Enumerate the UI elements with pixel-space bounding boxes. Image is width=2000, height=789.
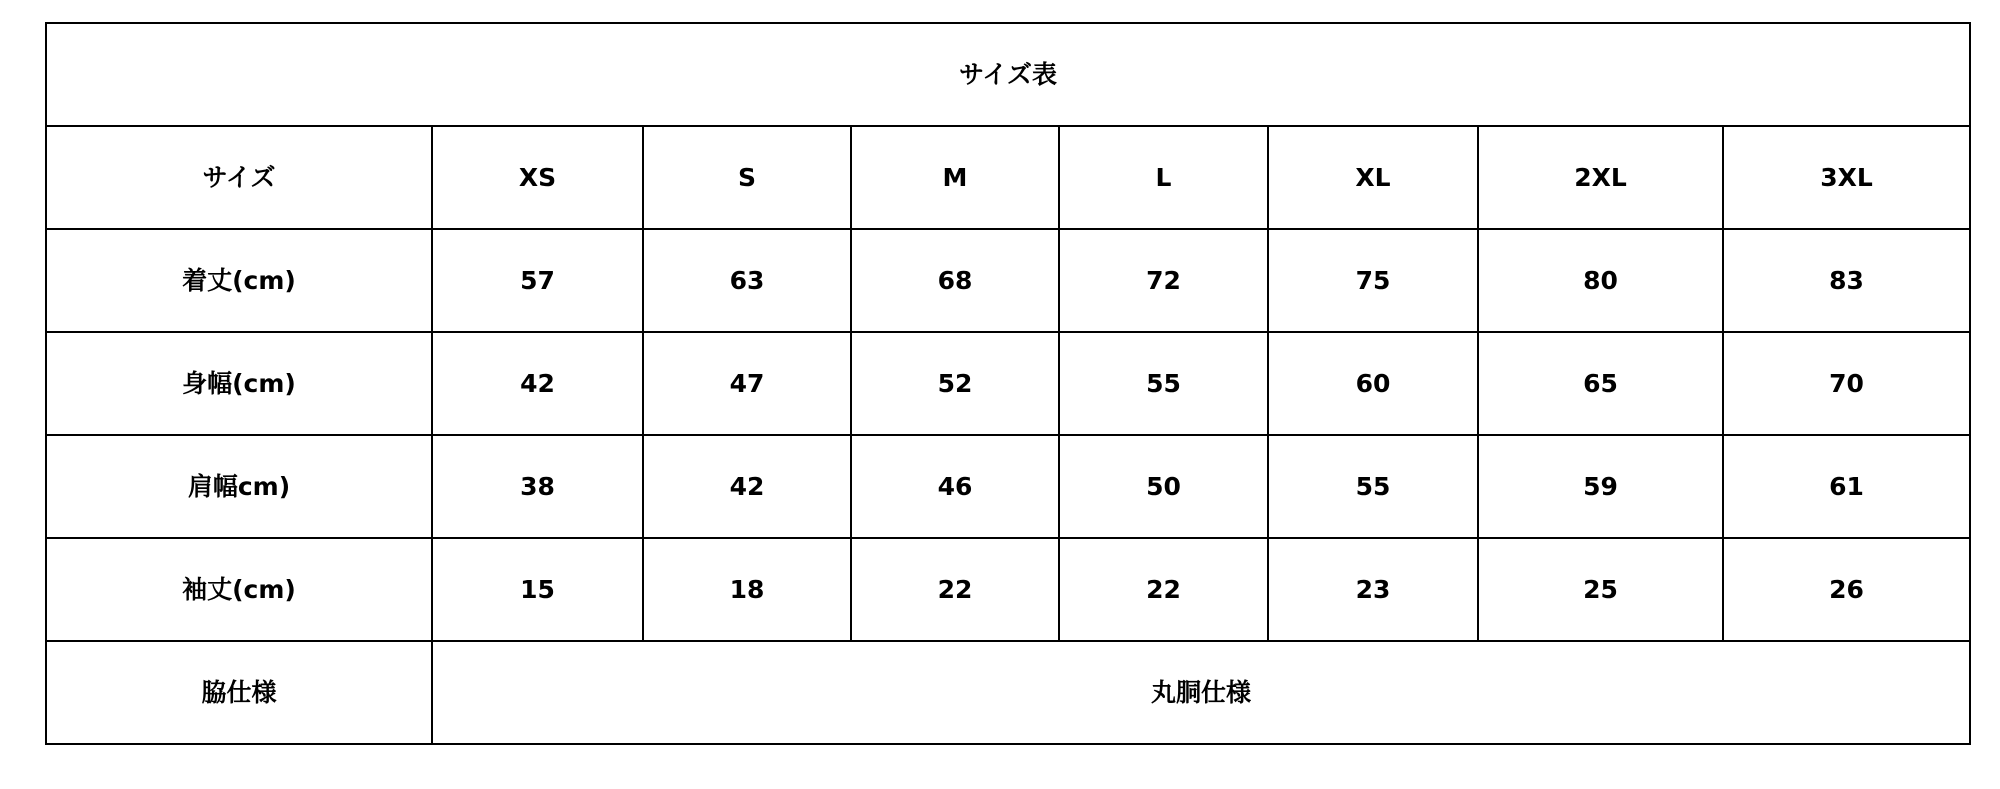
size-header-label: サイズ — [46, 126, 432, 229]
table-cell: 60 — [1268, 332, 1478, 435]
table-cell: 42 — [643, 435, 851, 538]
row-label: 着丈(cm) — [46, 229, 432, 332]
table-cell: 70 — [1723, 332, 1970, 435]
table-cell: 55 — [1268, 435, 1478, 538]
size-header-cell: M — [851, 126, 1059, 229]
table-cell: 61 — [1723, 435, 1970, 538]
table-title: サイズ表 — [46, 23, 1970, 126]
table-cell: 63 — [643, 229, 851, 332]
table-cell: 22 — [851, 538, 1059, 641]
table-cell: 52 — [851, 332, 1059, 435]
table-cell: 47 — [643, 332, 851, 435]
size-table — [45, 22, 1971, 745]
table-row — [46, 229, 1970, 332]
size-header-cell: XS — [432, 126, 643, 229]
footer-row — [46, 641, 1970, 744]
table-cell: 22 — [1059, 538, 1268, 641]
table-cell: 59 — [1478, 435, 1723, 538]
table-row — [46, 332, 1970, 435]
row-label: 肩幅cm) — [46, 435, 432, 538]
table-cell: 50 — [1059, 435, 1268, 538]
table-cell: 38 — [432, 435, 643, 538]
row-label: 袖丈(cm) — [46, 538, 432, 641]
footer-label: 脇仕様 — [46, 641, 432, 744]
table-cell: 46 — [851, 435, 1059, 538]
title-row — [46, 23, 1970, 126]
footer-value: 丸胴仕様 — [432, 641, 1970, 744]
table-cell: 65 — [1478, 332, 1723, 435]
table-cell: 55 — [1059, 332, 1268, 435]
table-cell: 26 — [1723, 538, 1970, 641]
table-cell: 25 — [1478, 538, 1723, 641]
size-header-cell: L — [1059, 126, 1268, 229]
table-cell: 42 — [432, 332, 643, 435]
row-label: 身幅(cm) — [46, 332, 432, 435]
table-cell: 83 — [1723, 229, 1970, 332]
table-cell: 57 — [432, 229, 643, 332]
table-cell: 18 — [643, 538, 851, 641]
table-cell: 68 — [851, 229, 1059, 332]
table-cell: 80 — [1478, 229, 1723, 332]
size-header-cell: XL — [1268, 126, 1478, 229]
table-row — [46, 538, 1970, 641]
size-header-cell: 3XL — [1723, 126, 1970, 229]
table-cell: 72 — [1059, 229, 1268, 332]
table-cell: 75 — [1268, 229, 1478, 332]
table-row — [46, 435, 1970, 538]
size-header-cell: 2XL — [1478, 126, 1723, 229]
table-cell: 23 — [1268, 538, 1478, 641]
size-header-cell: S — [643, 126, 851, 229]
table-cell: 15 — [432, 538, 643, 641]
size-header-row — [46, 126, 1970, 229]
